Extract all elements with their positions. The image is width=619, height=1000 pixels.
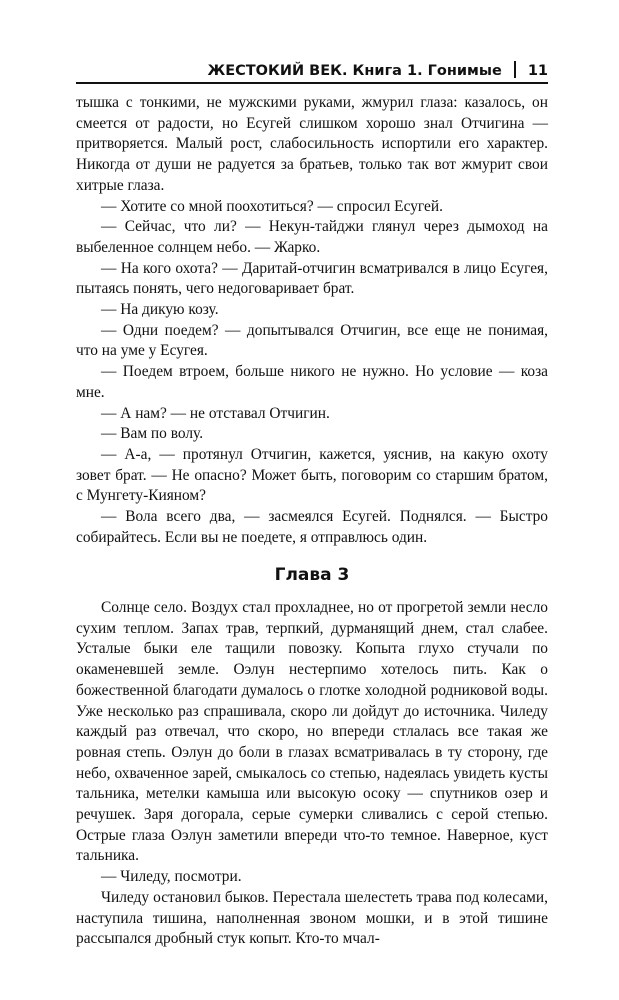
paragraph: — А нам? — не отставал Отчигин. <box>101 404 330 422</box>
text-block-dialogue <box>76 93 548 548</box>
chapter-title: Глава 3 <box>274 565 350 585</box>
paragraph: Солнце село. Воздух стал прохладнее, но от прогретой земли несло сухим теплом. Запах трав, терпкий, дурманящий днем, стал слабее. Усталые быки еле тащили повозку. Копыта глухо стучали по окаменевшей земле. Оэлун нестерпимо хотелось пить. Как о божественной благодати думалось о глотке холодной родниковой воды. Уже несколько раз спрашивала, скоро ли дойдут до источника. Чиледу каждый раз отвечал, что скоро, но впереди стлалась все такая же ровная степь. Оэлун до боли в глазах всматривалась в ту сторону, где небо, охваченное зарей, смыкалось со степью, надеялась увидеть кусты тальника, метелки камыша или высокую осоку — спутников озер и речушек. Заря догорала, серые сумерки сливались с серой степью. Острые глаза Оэлун заметили впереди что-то темное. Наверное, куст тальника. <box>76 599 548 865</box>
text-block-chapter <box>76 598 548 950</box>
paragraph: — Хотите со мной поохотиться? — спросил Есугей. <box>101 197 443 215</box>
page-number: 11 <box>527 63 548 79</box>
paragraph: — Сейчас, что ли? — Некун-тайджи глянул через дымоход на выбеленное солнцем небо. — Жарко. <box>76 218 548 256</box>
paragraph: тышка с тонкими, не мужскими руками, жмурил глаза: казалось, он смеется от радости, но Есугей слишком хорошо знал Отчигина — притворяется. Малый рост, слабосильность испортили его характер. Никогда от души не радуется за братьев, только так вот жмурит свои хитрые глаза. <box>76 94 548 194</box>
paragraph: Чиледу остановил быков. Перестала шелестеть трава под колесами, наступила тишина, наполненная звоном мошки, и в этой тишине рассыпался дробный стук копыт. Кто-то мчал- <box>76 888 548 948</box>
paragraph: — Вола всего два, — засмеялся Есугей. Поднялся. — Быстро собирайтесь. Если вы не поедете, я отправлюсь один. <box>76 508 548 546</box>
running-header <box>76 58 548 84</box>
paragraph: — Поедем втроем, больше никого не нужно. Но условие — коза мне. <box>76 363 548 401</box>
paragraph: — На кого охота? — Даритай-отчигин всматривался в лицо Есугея, пытаясь понять, чего недоговаривает брат. <box>76 259 548 298</box>
paragraph: — Чиледу, посмотри. <box>101 868 242 886</box>
paragraph: — А-а, — протянул Отчигин, кажется, уяснив, на какую охоту зовет брат. — Не опасно? Может быть, поговорим со старшим братом, с Мунгету-Кияном? <box>76 445 548 505</box>
paragraph: — На дикую козу. <box>101 301 219 319</box>
header-divider <box>514 61 516 78</box>
paragraph: — Вам по волу. <box>101 425 204 443</box>
paragraph: — Одни поедем? — допытывался Отчигин, все еще не понимая, что на уме у Есугея. <box>76 321 548 360</box>
running-header-title: ЖЕСТОКИЙ ВЕК. Книга 1. Гонимые <box>207 63 502 79</box>
